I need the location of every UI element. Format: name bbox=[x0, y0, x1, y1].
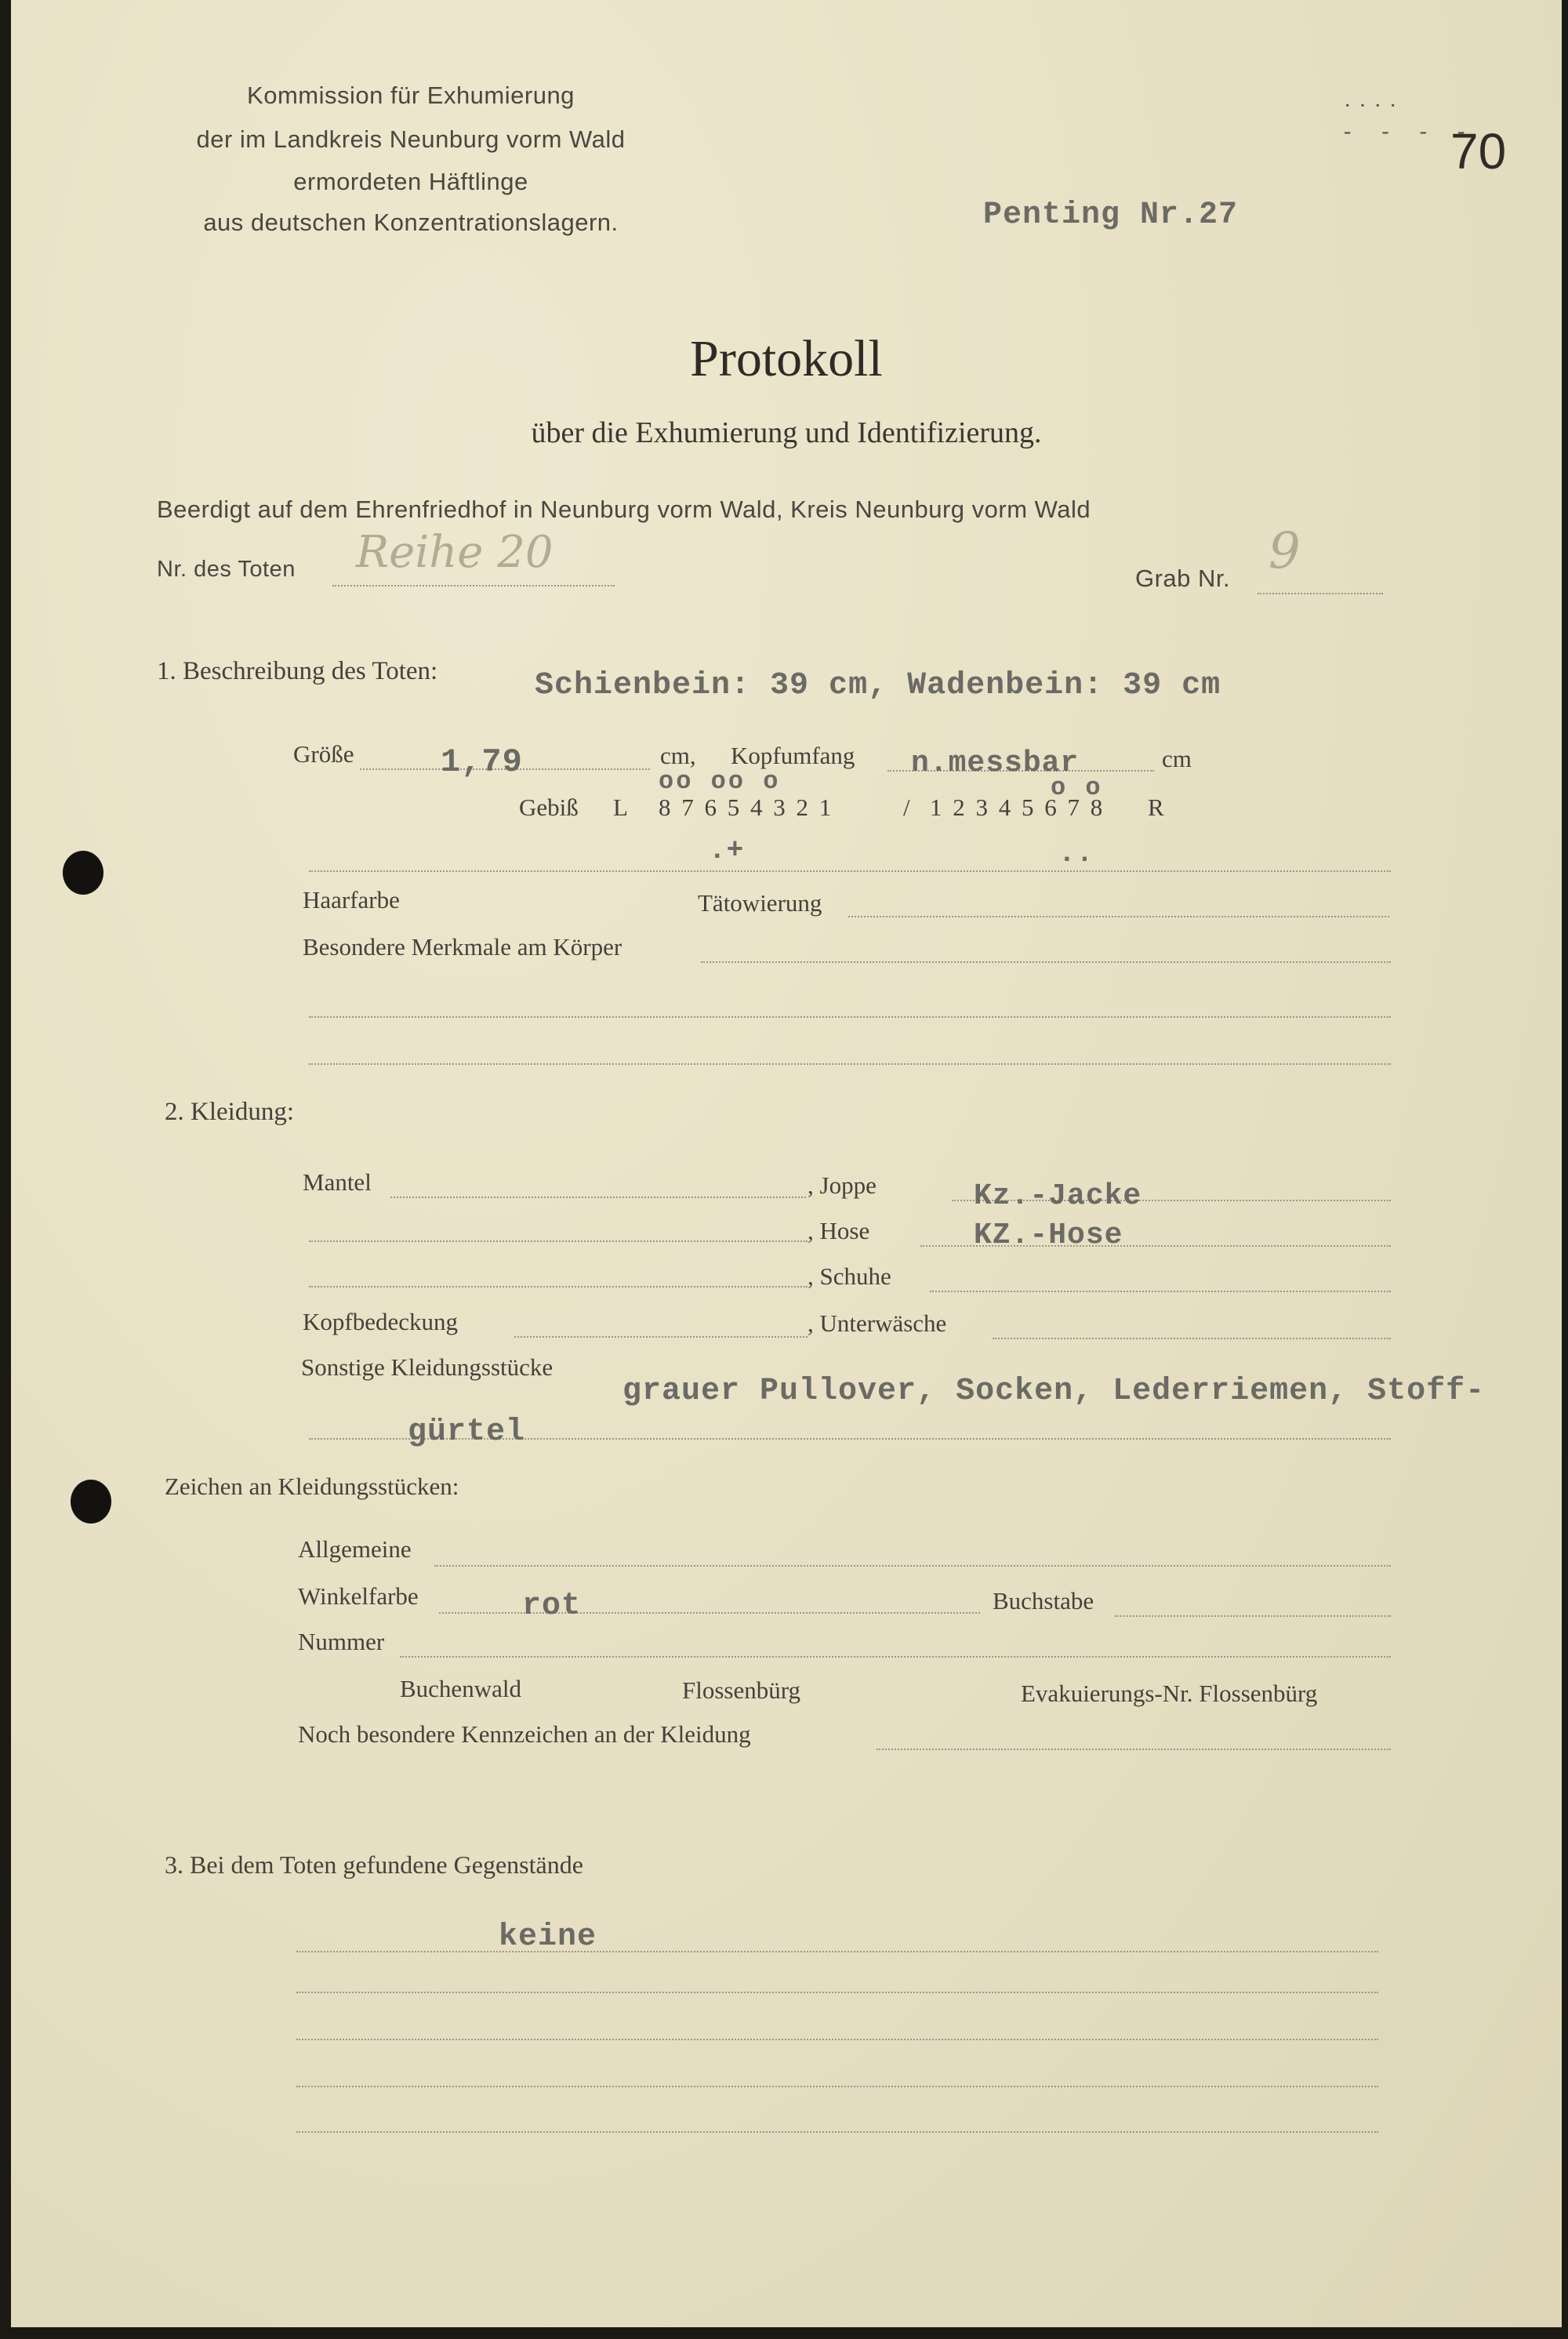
section-1-description: Schienbein: 39 cm, Wadenbein: 39 cm bbox=[535, 668, 1221, 703]
cm-label: cm, bbox=[660, 742, 696, 769]
groesse-label: Größe bbox=[293, 740, 354, 768]
haarfarbe-label: Haarfarbe bbox=[303, 886, 400, 913]
document-subtitle: über die Exhumierung und Identifizierung. bbox=[531, 416, 1042, 449]
mantel-label: Mantel bbox=[303, 1168, 372, 1196]
evakuierung-label: Evakuierungs-Nr. Flossenbürg bbox=[1021, 1680, 1318, 1707]
allgemeine-label: Allgemeine bbox=[298, 1535, 412, 1563]
nr-des-toten-label: Nr. des Toten bbox=[157, 557, 296, 582]
corner-marks: ···· - - - - bbox=[1344, 94, 1478, 143]
document-title: Protokoll bbox=[690, 330, 883, 387]
buchenwald-label: Buchenwald bbox=[400, 1675, 521, 1702]
gebiss-marks-lower-left: .+ bbox=[709, 834, 745, 866]
sonstige-value-line-2: gürtel bbox=[408, 1415, 526, 1450]
taetowierung-label: Tätowierung bbox=[698, 889, 822, 917]
nummer-label: Nummer bbox=[298, 1628, 385, 1655]
punch-hole-top bbox=[63, 851, 103, 895]
zeichen-heading: Zeichen an Kleidungsstücken: bbox=[165, 1473, 459, 1500]
sonstige-value-line-1: grauer Pullover, Socken, Lederriemen, Stoff- bbox=[622, 1374, 1486, 1409]
burial-line: Beerdigt auf dem Ehrenfriedhof in Neunburg vorm Wald, Kreis Neunburg vorm Wald bbox=[157, 496, 1091, 523]
merkmale-label: Besondere Merkmale am Körper bbox=[303, 933, 622, 961]
page-number: 70 bbox=[1450, 123, 1507, 180]
section-3-value: keine bbox=[499, 1920, 597, 1955]
gebiss-marks-upper-right: o o bbox=[1051, 773, 1103, 802]
unterwaesche-label: , Unterwäsche bbox=[808, 1309, 947, 1337]
punch-hole-bottom bbox=[71, 1480, 111, 1524]
cm-label-2: cm bbox=[1162, 745, 1192, 772]
flossenbuerg-label: Flossenbürg bbox=[682, 1676, 801, 1704]
commission-line-4: aus deutschen Konzentrationslagern. bbox=[203, 209, 619, 236]
grab-nr-value: 9 bbox=[1269, 522, 1301, 580]
hose-label: , Hose bbox=[808, 1217, 870, 1244]
kopfumfang-value: n.messbar bbox=[911, 746, 1080, 780]
commission-line-1: Kommission für Exhumierung bbox=[247, 82, 575, 109]
kopfbedeckung-label: Kopfbedeckung bbox=[303, 1308, 458, 1335]
hose-value: KZ.-Hose bbox=[974, 1219, 1123, 1252]
nr-des-toten-value: Reihe 20 bbox=[356, 527, 554, 578]
grab-nr-label: Grab Nr. bbox=[1135, 565, 1231, 592]
protocol-sheet bbox=[11, 0, 1562, 2327]
gebiss-marks-upper-left: oo oo o bbox=[659, 767, 781, 796]
reference-number: Penting Nr.27 bbox=[983, 198, 1239, 233]
section-1-heading: 1. Beschreibung des Toten: bbox=[157, 657, 438, 685]
gebiss-label: Gebiß bbox=[519, 794, 579, 821]
gebiss-R: R bbox=[1148, 794, 1164, 821]
buchstabe-label: Buchstabe bbox=[993, 1587, 1094, 1614]
section-3-heading: 3. Bei dem Toten gefundene Gegenstände bbox=[165, 1850, 583, 1879]
schuhe-label: , Schuhe bbox=[808, 1262, 891, 1290]
winkelfarbe-label: Winkelfarbe bbox=[298, 1582, 419, 1610]
gebiss-left-teeth: 8 7 6 5 4 3 2 1 bbox=[659, 794, 834, 821]
noch-label: Noch besondere Kennzeichen an der Kleidung bbox=[298, 1720, 751, 1748]
commission-line-3: ermordeten Häftlinge bbox=[293, 168, 528, 195]
groesse-value: 1,79 bbox=[441, 743, 523, 781]
winkelfarbe-value: rot bbox=[522, 1589, 582, 1624]
gebiss-right-teeth: 1 2 3 4 5 6 7 8 bbox=[930, 794, 1105, 821]
sonstige-label: Sonstige Kleidungsstücke bbox=[301, 1353, 554, 1381]
joppe-label: , Joppe bbox=[808, 1171, 877, 1199]
gebiss-L: L bbox=[613, 794, 628, 821]
gebiss-separator: / bbox=[903, 794, 910, 821]
joppe-value: Kz.-Jacke bbox=[974, 1179, 1142, 1213]
commission-line-2: der im Landkreis Neunburg vorm Wald bbox=[196, 125, 626, 153]
kopfumfang-label: Kopfumfang bbox=[731, 742, 855, 769]
section-2-heading: 2. Kleidung: bbox=[165, 1098, 294, 1126]
gebiss-marks-lower-right: .. bbox=[1058, 837, 1094, 870]
